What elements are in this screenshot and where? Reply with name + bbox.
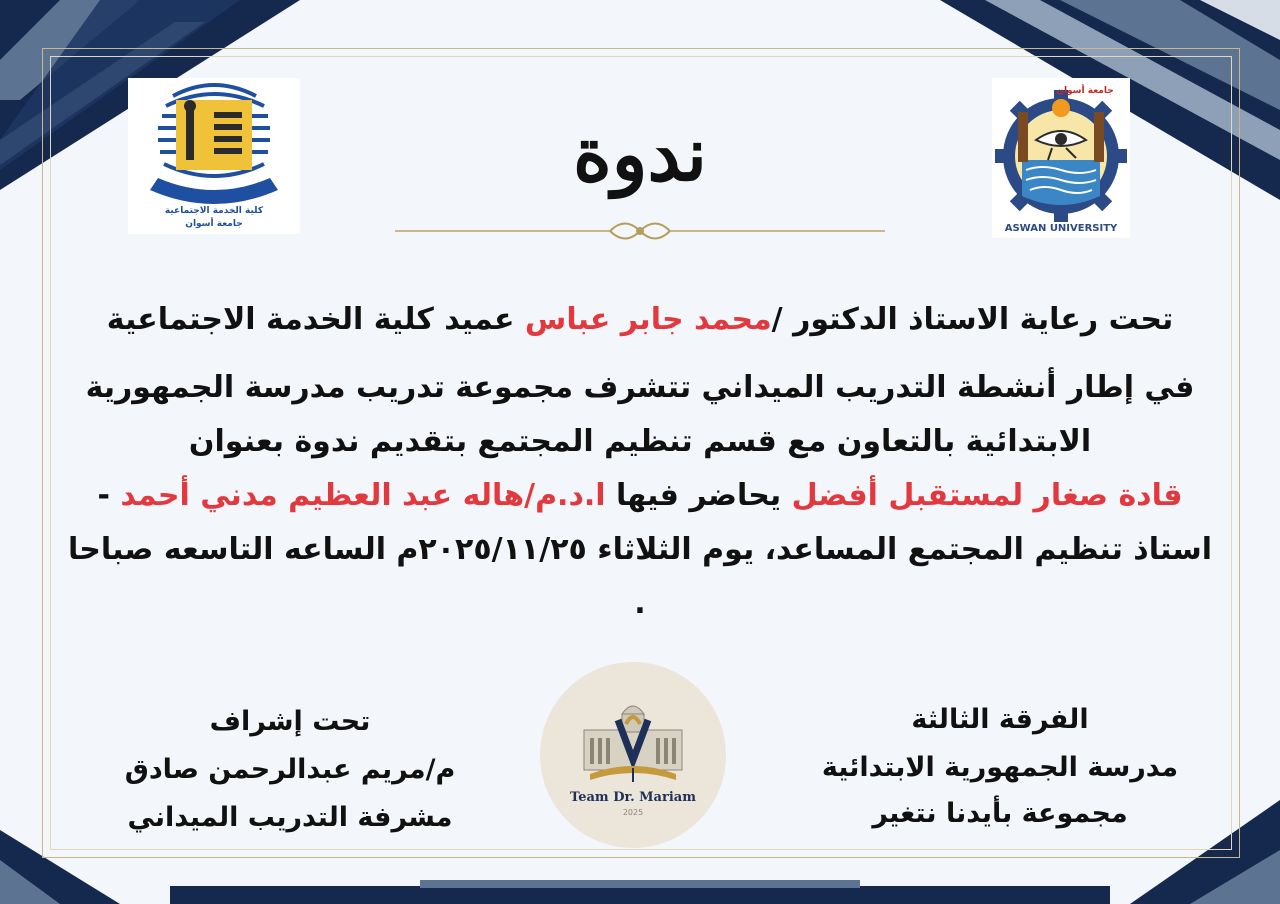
footer-right-line-2: مدرسة الجمهورية الابتدائية — [821, 752, 1179, 783]
lecture-intro: يحاضر فيها — [605, 478, 792, 513]
aswan-university-logo — [992, 78, 1130, 238]
faculty-logo — [128, 78, 300, 234]
university-caption: ASWAN UNIVERSITY — [1004, 223, 1118, 234]
patron-suffix: عميد كلية الخدمة الاجتماعية — [106, 302, 525, 337]
body-end-dot: . — [634, 586, 646, 621]
footer-right-line-1: الفرقة الثالثة — [911, 704, 1089, 735]
body-line-4: استاذ تنظيم المجتمع المساعد، يوم الثلاثاء ٢٠٢٥/١١/٢٥م الساعه التاسعه صباحا — [68, 532, 1212, 567]
footer-left-line-2: م/مريم عبدالرحمن صادق — [124, 754, 456, 785]
university-arc-text: جامعة أسوان — [1056, 86, 1114, 96]
patron-line — [100, 298, 1180, 342]
team-emblem-icon — [540, 662, 726, 848]
body-line-3 — [60, 472, 1220, 520]
team-badge — [540, 662, 726, 848]
page-title: ندوة — [573, 112, 707, 198]
line-dash: - — [97, 478, 121, 513]
patron-prefix: تحت رعاية الاستاذ الدكتور / — [771, 302, 1174, 337]
patron-name: محمد جابر عباس — [524, 302, 772, 337]
lecturer-name: ا.د.م/هاله عبد العظيم مدني أحمد — [120, 478, 606, 513]
footer-left-line-3: مشرفة التدريب الميداني — [127, 802, 453, 833]
body-line-2: الابتدائية بالتعاون مع قسم تنظيم المجتمع بتقديم ندوة بعنوان — [188, 424, 1092, 459]
lecture-topic: قادة صغار لمستقبل أفضل — [791, 478, 1183, 513]
faculty-logo-caption-2: جامعة أسوان — [185, 219, 243, 229]
team-badge-year: 2025 — [622, 808, 644, 817]
team-badge-name: Team Dr. Mariam — [570, 790, 696, 805]
title-ornament-divider — [395, 218, 885, 244]
footer-right-line-3: مجموعة بأيدنا نتغير — [872, 798, 1128, 829]
body-line-1: في إطار أنشطة التدريب الميداني تتشرف مجموعة تدريب مدرسة الجمهورية — [85, 370, 1195, 405]
faculty-logo-caption-1: كلية الخدمة الاجتماعية — [164, 206, 264, 216]
university-emblem-icon — [992, 78, 1130, 238]
footer-left-line-1: تحت إشراف — [209, 706, 371, 737]
